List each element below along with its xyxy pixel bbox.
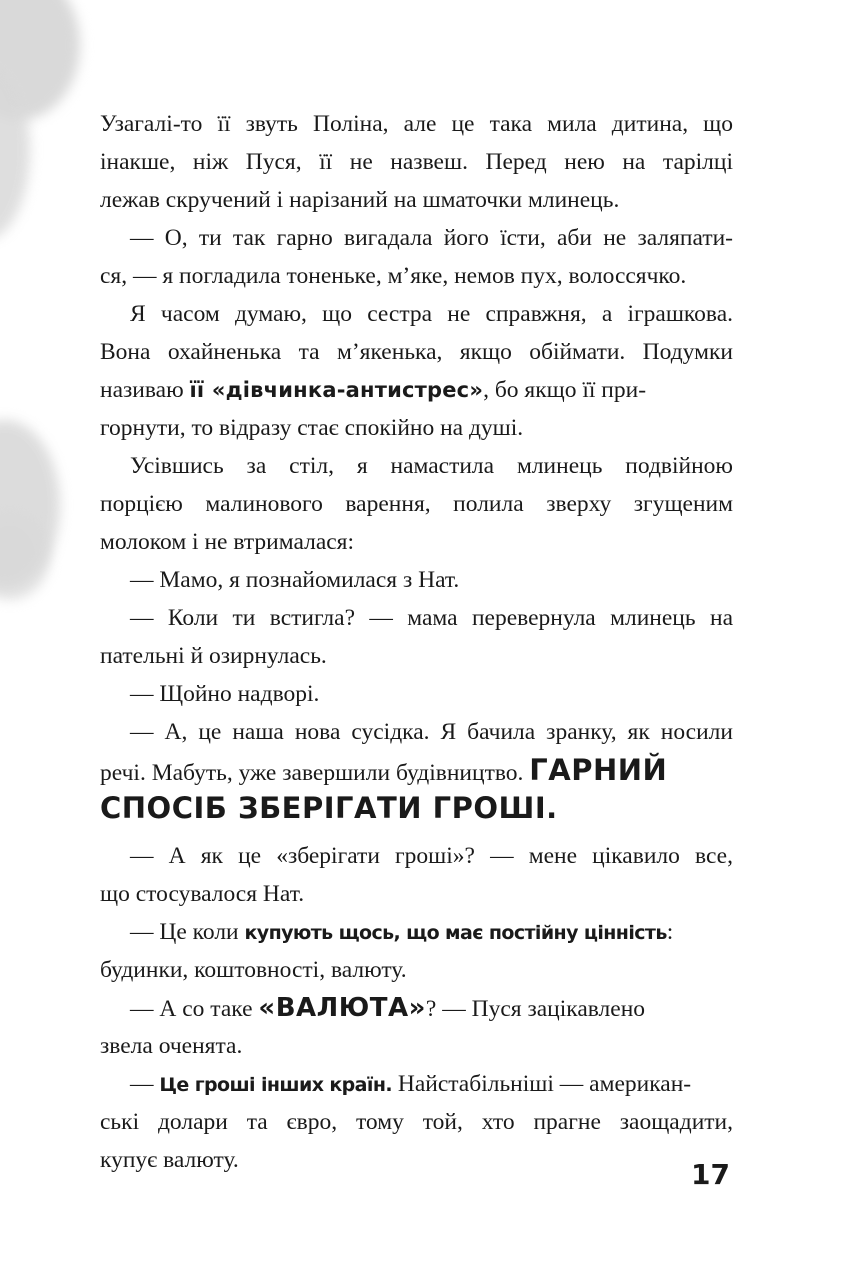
text-line: — Щойно надворі.	[130, 681, 320, 707]
text-line	[100, 913, 733, 951]
text-line: Усівшись за стіл, я намастила млинець подвійною	[130, 453, 733, 479]
text-line	[100, 789, 733, 827]
text-line: ські долари та євро, тому той, хто прагне заощадити,	[100, 1109, 733, 1135]
text-line: порцією малинового варення, полила зверху згущеним	[100, 491, 733, 517]
text-line: — Коли ти встигла? — мама перевернула млинець на	[130, 605, 733, 631]
text-line: купує валюту.	[100, 1147, 239, 1173]
text-segment: ? — Пуся зацікавлено	[425, 996, 646, 1022]
highlight-phrase: Це гроші інших країн.	[159, 1074, 392, 1096]
text-line: що стосувалося Нат.	[100, 881, 305, 907]
highlight-phrase: СПОСІБ ЗБЕРІГАТИ ГРОШІ.	[100, 791, 558, 825]
text-segment: називаю	[100, 377, 190, 403]
highlight-phrase: ГАРНИЙ	[529, 753, 668, 787]
text-segment: речі. Мабуть, уже завершили будівництво.	[100, 760, 530, 786]
text-segment: — А со таке	[130, 996, 259, 1022]
text-line: Узагалі-то її звуть Поліна, але це така мила дитина, що	[100, 111, 733, 137]
page-text	[100, 105, 733, 1179]
highlight-phrase: купують щось, що має постійну цінність	[244, 922, 667, 944]
text-segment: , бо якщо її при-	[483, 377, 647, 403]
text-segment: :	[666, 919, 674, 945]
text-segment: —	[130, 1071, 160, 1097]
text-line: — Мамо, я познайомилася з Нат.	[130, 567, 460, 593]
text-line: пательні й озирнулась.	[100, 643, 327, 669]
text-segment: Найстабільніші — американ-	[391, 1071, 692, 1097]
text-line	[100, 1065, 733, 1103]
text-line: молоком і не втрималася:	[100, 529, 355, 555]
text-line	[100, 989, 733, 1027]
text-line	[100, 371, 733, 409]
text-line: лежав скручений і нарізаний на шматочки млинець.	[100, 187, 620, 213]
highlight-phrase: її «дівчинка-антистрес»	[189, 378, 484, 402]
text-line: ся, — я погладила тоненьке, м’яке, немов пух, волоссячко.	[100, 263, 687, 289]
text-line: інакше, ніж Пуся, її не назвеш. Перед нею на тарілці	[100, 149, 733, 175]
text-line: горнути, то відразу стає спокійно на душі.	[100, 415, 524, 441]
text-line: — А, це наша нова сусідка. Я бачила зранку, як носили	[130, 719, 733, 745]
page-number: 17	[691, 1158, 730, 1191]
highlight-phrase: «ВАЛЮТА»	[258, 993, 426, 1023]
text-segment: — Це коли	[130, 919, 245, 945]
text-line: Вона охайненька та м’якенька, якщо обіймати. Подумки	[100, 339, 733, 365]
text-line	[100, 751, 733, 789]
text-line: будинки, коштовності, валюту.	[100, 957, 407, 983]
text-line: — А як це «зберігати гроші»? — мене цікавило все,	[130, 843, 733, 869]
text-line: Я часом думаю, що сестра не справжня, а іграшкова.	[130, 301, 733, 327]
text-line: звела оченята.	[100, 1033, 243, 1059]
text-line: — О, ти так гарно вигадала його їсти, аби не заляпати-	[130, 225, 733, 251]
